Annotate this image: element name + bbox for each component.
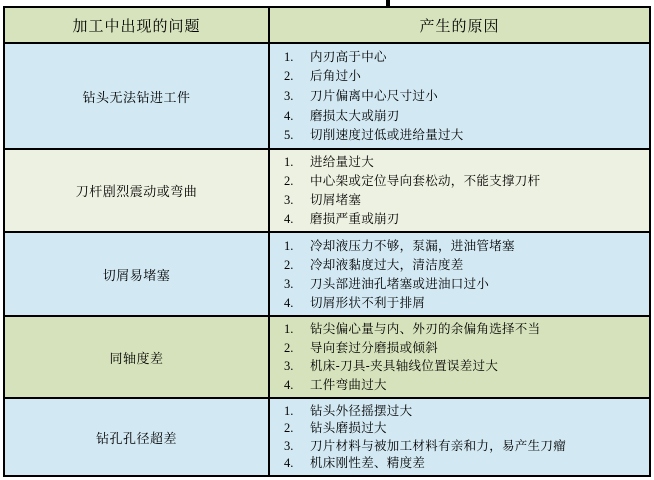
problem-cell: 切屑易堵塞 [4,232,269,316]
cause-item [270,295,645,311]
cause-number: 1. [284,403,294,418]
cause-number: 2. [284,421,294,436]
cause-item [270,49,645,65]
cause-number: 3. [284,88,294,103]
cause-text: 钻头磨损过大 [310,421,387,436]
cause-item [270,257,645,273]
cause-number: 1. [284,322,294,337]
cause-number: 4. [284,211,294,226]
problem-cell: 同轴度差 [4,316,269,398]
causes-cell [269,398,650,476]
cause-number: 1. [284,238,294,253]
causes-cell [269,316,650,398]
cause-item [270,154,645,170]
cause-item [270,238,645,254]
cause-item [270,420,645,436]
cause-text: 刀头部进油孔堵塞或进油口过小 [310,276,490,291]
cause-text: 刀片材料与被加工材料有亲和力，易产生刀瘤 [310,438,567,453]
cause-text: 机床-刀具-夹具轴线位置误差过大 [310,359,499,374]
cause-text: 钻尖偏心量与内、外刃的余偏角选择不当 [310,322,541,337]
cause-number: 4. [284,377,294,392]
cause-item [270,127,645,143]
cause-item [270,377,645,393]
table-row [4,316,650,398]
causes-cell [269,149,650,232]
cause-item [270,403,645,419]
cause-text: 钻头外径摇摆过大 [310,403,413,418]
table-row [4,232,650,316]
cropped-text-artifact [386,0,390,6]
cause-text: 进给量过大 [310,155,375,170]
cause-item [270,340,645,356]
cause-text: 刀片偏离中心尺寸过小 [310,88,439,103]
cause-item [270,88,645,104]
cause-number: 5. [284,128,294,143]
cause-text: 切屑形状不利于排屑 [310,295,426,310]
cause-number: 2. [284,69,294,84]
cause-item [270,455,645,471]
cause-text: 后角过小 [310,69,362,84]
cause-text: 内刃高于中心 [310,49,387,64]
cause-number: 4. [284,295,294,310]
cause-item [270,438,645,454]
cause-item [270,108,645,124]
cause-number: 1. [284,49,294,64]
table-row [4,149,650,232]
cause-number: 3. [284,192,294,207]
cause-text: 工件弯曲过大 [310,377,387,392]
problem-cell: 钻孔孔径超差 [4,398,269,476]
cause-text: 冷却液压力不够，泵漏，进油管堵塞 [310,238,515,253]
cause-number: 3. [284,276,294,291]
cause-number: 4. [284,456,294,471]
table-row [4,398,650,476]
cause-text: 切屑堵塞 [310,192,362,207]
header-row [4,7,650,43]
cause-item [270,211,645,227]
cause-item [270,173,645,189]
cause-number: 2. [284,257,294,272]
cause-item [270,192,645,208]
cause-text: 磨损太大或崩刃 [310,108,400,123]
cause-item [270,68,645,84]
cause-text: 冷却液黏度过大，清洁度差 [310,257,464,272]
cause-item [270,358,645,374]
cause-number: 3. [284,438,294,453]
cause-text: 切削速度过低或进给量过大 [310,128,464,143]
cause-text: 机床刚性差、精度差 [310,456,426,471]
table-row [4,43,650,149]
header-problem-column: 加工中出现的问题 [4,7,269,43]
cause-item [270,276,645,292]
cause-text: 磨损严重或崩刃 [310,211,400,226]
causes-cell [269,43,650,149]
causes-cell [269,232,650,316]
cause-number: 1. [284,155,294,170]
cause-number: 2. [284,174,294,189]
cause-text: 中心架或定位导向套松动，不能支撑刀杆 [310,174,541,189]
machining-problems-table [3,6,651,477]
problem-cell: 钻头无法钻进工件 [4,43,269,149]
cause-text: 导向套过分磨损或倾斜 [310,340,439,355]
cause-number: 3. [284,359,294,374]
problem-cell: 刀杆剧烈震动或弯曲 [4,149,269,232]
cause-number: 4. [284,108,294,123]
cause-item [270,321,645,337]
cause-number: 2. [284,340,294,355]
header-cause-column: 产生的原因 [269,7,650,43]
